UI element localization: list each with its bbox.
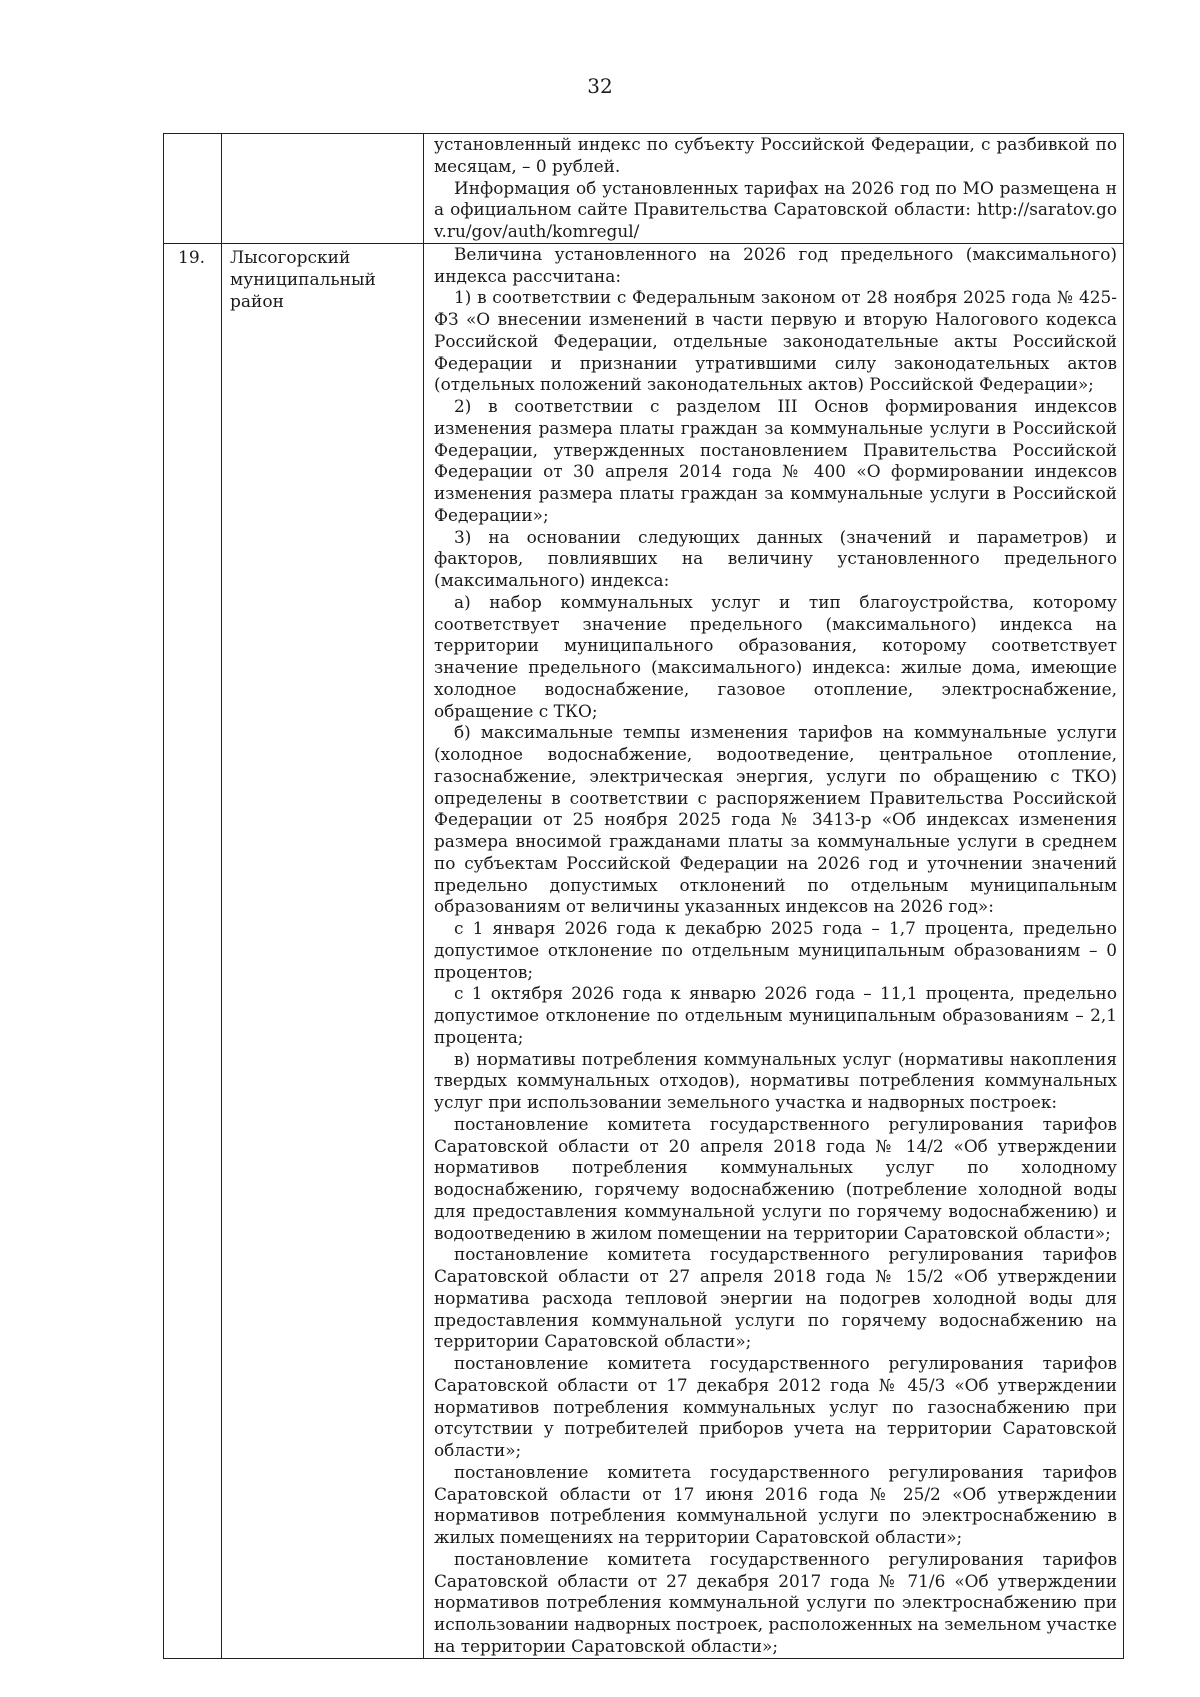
paragraph-item-1: 1) в соответствии с Федеральным законом от 28 ноября 2025 года № 425-ФЗ «О внесении изменений в части первую и вторую Налогового кодекса Российской Федерации, отдельные законодательные акты Российской Федерации и признании утратившими силу законодательных актов (отдельных положений законодательных актов) Российской Федерации»; bbox=[434, 287, 1117, 395]
table-row-continuation bbox=[164, 134, 1124, 244]
row-number: 19. bbox=[164, 243, 222, 1658]
paragraph-item-2: 2) в соответствии с разделом III Основ формирования индексов изменения размера платы граждан за коммунальные услуги в Российской Федерации, утвержденных постановлением Правительства Российской Федерации от 30 апреля 2014 года № 400 «О формировании индексов изменения размера платы граждан за коммунальные услуги в Российской Федерации»; bbox=[434, 396, 1117, 525]
page-number: 32 bbox=[587, 74, 613, 98]
paragraph-intro: Величина установленного на 2026 год предельного (максимального) индекса рассчитана: bbox=[434, 243, 1117, 286]
paragraph-resolution-gas: постановление комитета государственного регулирования тарифов Саратовской области от 17 декабря 2012 года № 45/3 «Об утверждении нормативов потребления коммунальных услуг по газоснабжению при отсутствии у потребителей приборов учета на территории Саратовской области»; bbox=[434, 1353, 1117, 1460]
paragraph-item-b: б) максимальные темпы изменения тарифов на коммунальные услуги (холодное водоснабжение, водоотведение, центральное отопление, газоснабжение, электрическая энергия, услуги по обращению с ТКО) определены в соответствии с распоряжением Правительства Российской Федерации от 25 ноября 2025 года № 3413-р «Об индексах изменения размера вносимой гражданами платы за коммунальные услуги в среднем по субъектам Российской Федерации на 2026 год и уточнении значений предельно допустимых отклонений по отдельным муниципальным образованиям от величины указанных индексов на 2026 год»: bbox=[434, 722, 1117, 917]
paragraph-resolution-water: постановление комитета государственного регулирования тарифов Саратовской области от 20 апреля 2018 года № 14/2 «Об утверждении нормативов потребления коммунальных услуг по холодному водоснабжению, горячему водоснабжению (потребление холодной воды для предоставления коммунальной услуги по горячему водоснабжению) и водоотведению в жилом помещении на территории Саратовской области»; bbox=[434, 1113, 1117, 1243]
paragraph-item-a: а) набор коммунальных услуг и тип благоустройства, которому соответствует значение предельного (максимального) индекса на территории муниципального образования, которому соответствует значение предельного (максимального) индекса: жилые дома, имеющие холодное водоснабжение, газовое отопление, электроснабжение, обращение с ТКО; bbox=[434, 591, 1117, 721]
paragraph-rate-january: с 1 января 2026 года к декабрю 2025 года – 1,7 процента, предельно допустимое отклонение по отдельным муниципальным образованиям – 0 процентов; bbox=[434, 918, 1117, 982]
content-cell-continuation bbox=[424, 134, 1124, 244]
paragraph-rate-october: с 1 октября 2026 года к январю 2026 года – 11,1 процента, предельно допустимое отклонение по отдельным муниципальным образованиям – 2,1 процента; bbox=[434, 983, 1117, 1047]
continuation-paragraph-2: Информация об установленных тарифах на 2026 год по МО размещена на официальном сайте Правительства Саратовской области: http://saratov.gov.ru/gov/auth/komregul/ bbox=[434, 177, 1117, 241]
row-number-cell-empty bbox=[164, 134, 222, 244]
district-cell-empty bbox=[222, 134, 424, 244]
paragraph-resolution-electricity: постановление комитета государственного регулирования тарифов Саратовской области от 17 июня 2016 года № 25/2 «Об утверждении нормативов потребления коммунальной услуги по электроснабжению в жилых помещениях на территории Саратовской области»; bbox=[434, 1461, 1117, 1547]
paragraph-item-3: 3) на основании следующих данных (значений и параметров) и факторов, повлиявших на величину установленного предельного (максимального) индекса: bbox=[434, 526, 1117, 590]
district-name: Лысогорский муниципальный район bbox=[222, 243, 424, 1658]
paragraph-resolution-heat: постановление комитета государственного регулирования тарифов Саратовской области от 27 апреля 2018 года № 15/2 «Об утверждении норматива расхода тепловой энергии на подогрев холодной воды для предоставления коммунальной услуги по горячему водоснабжению на территории Саратовской области»; bbox=[434, 1244, 1117, 1352]
tariff-table bbox=[163, 133, 1124, 1659]
paragraph-item-v: в) нормативы потребления коммунальных услуг (нормативы накопления твердых коммунальных отходов), нормативы потребления коммунальных услуг при использовании земельного участка и надворных построек: bbox=[434, 1048, 1117, 1112]
table-row-19 bbox=[164, 243, 1124, 1658]
paragraph-resolution-outbuildings: постановление комитета государственного регулирования тарифов Саратовской области от 27 декабря 2017 года № 71/6 «Об утверждении нормативов потребления коммунальной услуги по электроснабжению при использовании надворных построек, расположенных на земельном участке на территории Саратовской области»; bbox=[434, 1548, 1117, 1656]
continuation-paragraph-1: установленный индекс по субъекту Российской Федерации, с разбивкой по месяцам, – 0 рублей. bbox=[434, 134, 1117, 176]
content-cell-19 bbox=[424, 243, 1124, 1658]
